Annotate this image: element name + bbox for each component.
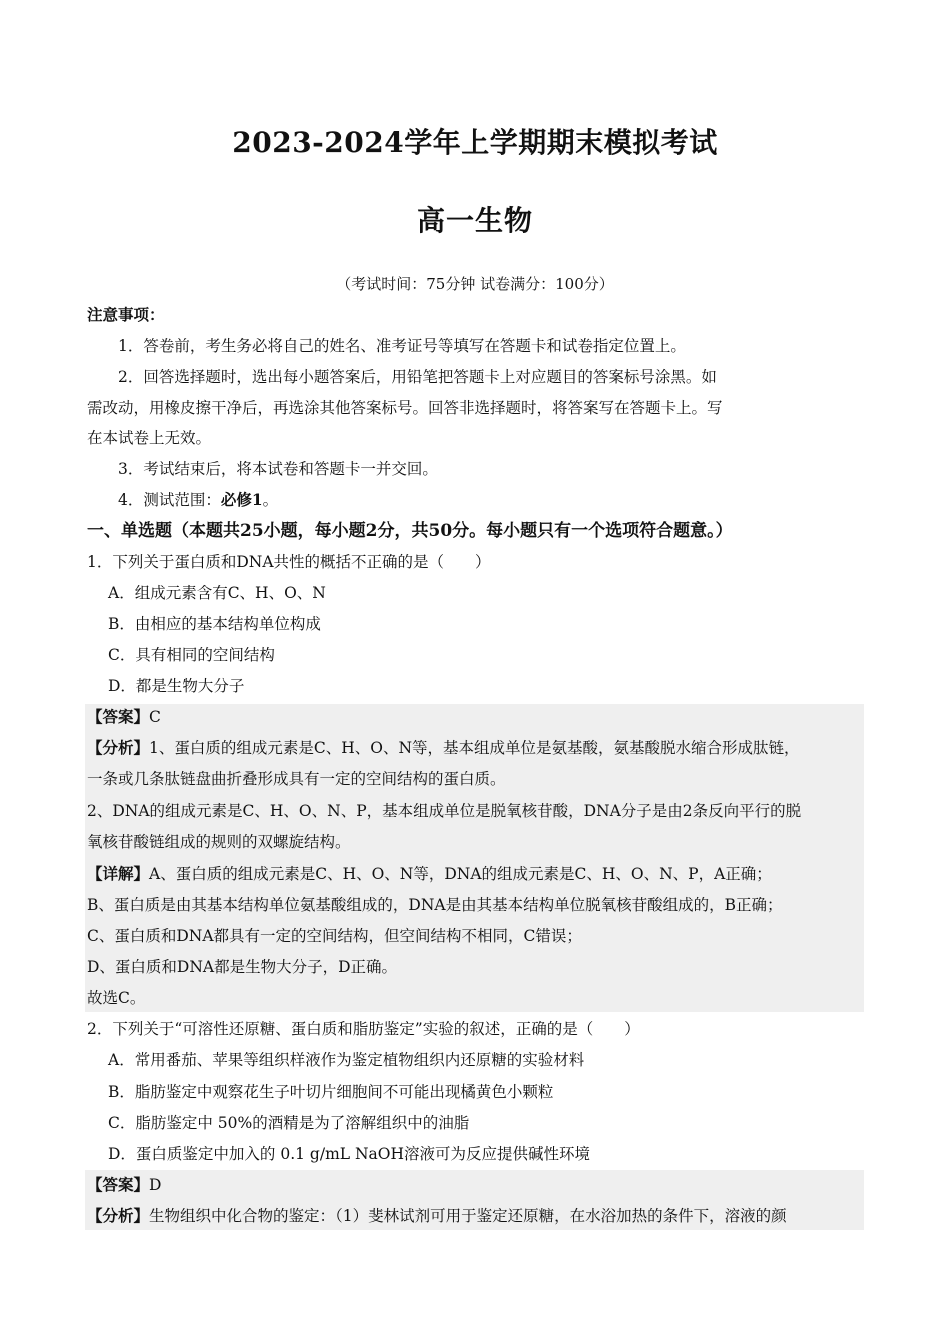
analysis-tag: 【分析】 [87,1206,150,1225]
section-heading: 一、单选题（本题共25小题，每小题2分，共50分。每小题只有一个选项符合题意。） [87,521,733,541]
q1-option-c: C．具有相同的空间结构 [108,646,275,664]
answer-value: D [149,1176,162,1194]
note-item: 2．回答选择题时，选出每小题答案后，用铅笔把答题卡上对应题目的答案标号涂黑。如 [118,368,717,386]
detail-tag: 【详解】 [87,864,150,883]
q1-stem: 1．下列关于蛋白质和DNA共性的概括不正确的是（ ） [87,553,491,571]
q1-detail-line: B、蛋白质是由其基本结构单位氨基酸组成的，DNA是由其基本结构单位脱氧核苷酸组成的，B正确； [87,896,783,914]
q2-option-a: A．常用番茄、苹果等组织样液作为鉴定植物组织内还原糖的实验材料 [108,1051,585,1069]
answer-tag: 【答案】 [87,707,150,726]
q2-stem: 2．下列关于“可溶性还原糖、蛋白质和脂肪鉴定”实验的叙述，正确的是（ ） [87,1020,640,1038]
notes-heading: 注意事项： [87,305,165,324]
q1-analysis-line: 2、DNA的组成元素是C、H、O、N、P，基本组成单位是脱氧核苷酸，DNA分子是由2条反向平行的脱 [87,802,802,820]
q1-option-b: B．由相应的基本结构单位构成 [108,615,321,633]
q1-detail-line: D、蛋白质和DNA都是生物大分子，D正确。 [87,958,398,976]
note-item: 在本试卷上无效。 [87,429,212,447]
answer-tag: 【答案】 [87,1175,150,1194]
exam-subject: 高一生物 [416,204,533,237]
q1-option-a: A．组成元素含有C、H、O、N [108,584,326,602]
exam-info: （考试时间：75分钟 试卷满分：100分） [336,275,614,293]
analysis-text: 1、蛋白质的组成元素是C、H、O、N等，基本组成单位是氨基酸，氨基酸脱水缩合形成肽链， [149,739,800,757]
detail-text: A、蛋白质的组成元素是C、H、O、N等，DNA的组成元素是C、H、O、N、P，A正确； [149,865,772,883]
analysis-tag: 【分析】 [87,738,150,757]
q1-analysis-line: 一条或几条肽链盘曲折叠形成具有一定的空间结构的蛋白质。 [87,770,506,788]
q1-analysis-line: 氧核苷酸链组成的规则的双螺旋结构。 [87,833,351,851]
note-item: 3．考试结束后，将本试卷和答题卡一并交回。 [118,460,438,478]
answer-value: C [149,708,161,726]
note-scope-suffix: 。 [262,491,279,509]
exam-title: 2023-2024学年上学期期末模拟考试 [232,126,718,159]
q2-option-c: C．脂肪鉴定中 50%的酒精是为了溶解组织中的油脂 [108,1114,470,1132]
q1-detail-line [87,863,772,885]
note-item: 需改动，用橡皮擦干净后，再选涂其他答案标号。回答非选择题时，将答案写在答题卡上。写 [87,399,723,417]
analysis-text: 生物组织中化合物的鉴定：（1）斐林试剂可用于鉴定还原糖，在水浴加热的条件下，溶液的颜 [149,1207,787,1225]
q1-analysis-line [87,737,800,759]
note-item: 1．答卷前，考生务必将自己的姓名、准考证号等填写在答题卡和试卷指定位置上。 [118,337,686,355]
q1-detail-line: C、蛋白质和DNA都具有一定的空间结构，但空间结构不相同，C错误； [87,927,582,945]
q2-answer [87,1174,161,1196]
note-item-scope [118,489,278,511]
note-scope-prefix: 4．测试范围： [118,491,221,509]
q1-detail-line: 故选C。 [87,989,146,1007]
note-scope-value: 必修1 [220,490,263,509]
q1-answer [87,706,161,728]
q1-option-d: D．都是生物大分子 [108,677,245,695]
q2-analysis-line [87,1205,787,1227]
q2-option-b: B．脂肪鉴定中观察花生子叶切片细胞间不可能出现橘黄色小颗粒 [108,1083,554,1101]
q2-option-d: D．蛋白质鉴定中加入的 0.1 g/mL NaOH溶液可为反应提供碱性环境 [108,1145,591,1163]
